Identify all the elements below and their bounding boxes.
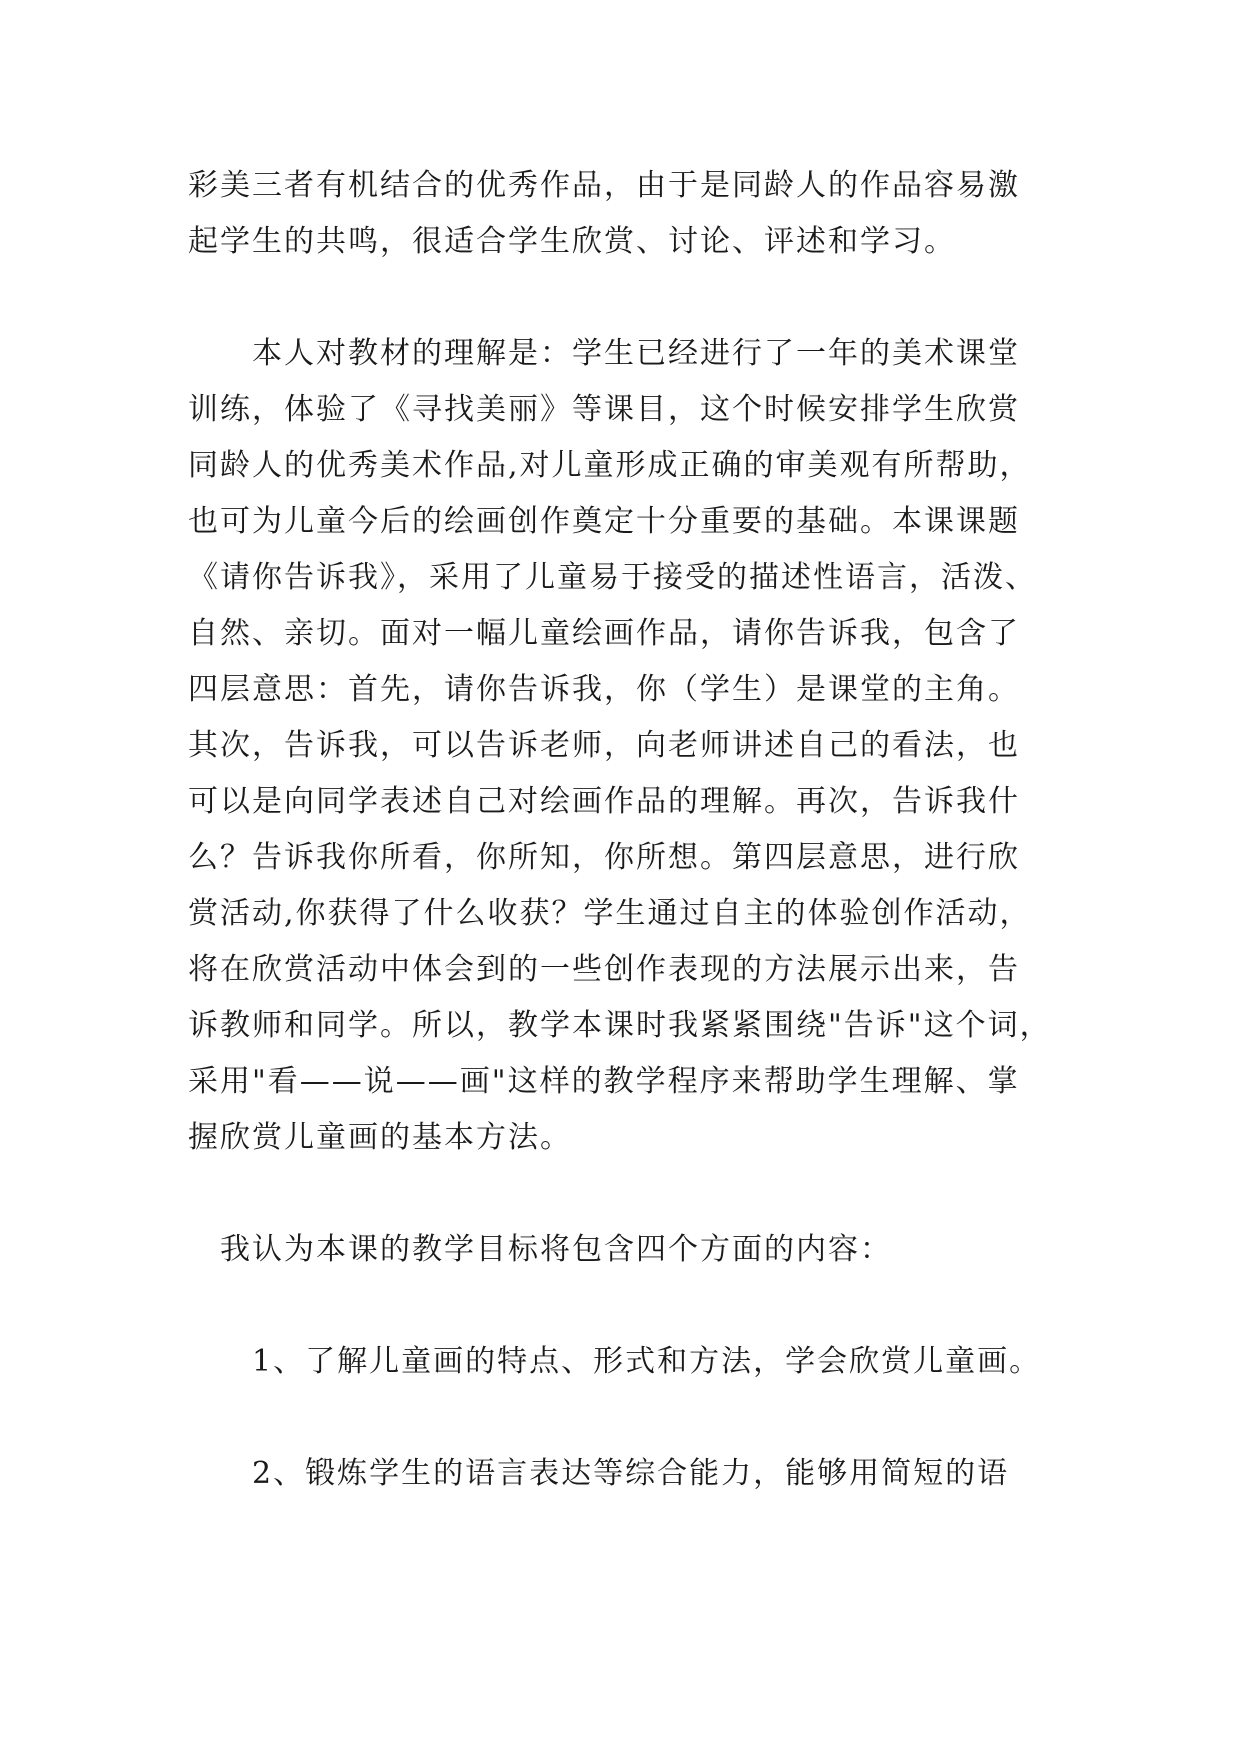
text-line: 我认为本课的教学目标将包含四个方面的内容： xyxy=(188,1232,892,1267)
text-line: 四层意思：首先，请你告诉我，你（学生）是课堂的主角。 xyxy=(188,672,1020,707)
text-line: 么？告诉我你所看，你所知，你所想。第四层意思，进行欣 xyxy=(188,840,1020,875)
text-line: 本人对教材的理解是：学生已经进行了一年的美术课堂 xyxy=(188,336,1020,371)
text-line: 也可为儿童今后的绘画创作奠定十分重要的基础。本课课题 xyxy=(188,504,1020,539)
paragraph-gap xyxy=(188,1166,1068,1222)
document-body xyxy=(188,158,1068,1502)
text-line: 2、锻炼学生的语言表达等综合能力，能够用简短的语 xyxy=(188,1456,1010,1491)
paragraph-gap xyxy=(188,1278,1068,1334)
text-line: 同龄人的优秀美术作品,对儿童形成正确的审美观有所帮助， xyxy=(188,448,1032,483)
text-line: 自然、亲切。面对一幅儿童绘画作品，请你告诉我，包含了 xyxy=(188,616,1020,651)
text-line: 《请你告诉我》，采用了儿童易于接受的描述性语言，活泼、 xyxy=(188,560,1037,595)
text-line: 握欣赏儿童画的基本方法。 xyxy=(188,1120,572,1155)
text-line: 诉教师和同学。所以，教学本课时我紧紧围绕"告诉"这个词， xyxy=(188,1008,1052,1043)
text-line: 训练，体验了《寻找美丽》等课目，这个时候安排学生欣赏 xyxy=(188,392,1020,427)
text-line: 赏活动,你获得了什么收获？学生通过自主的体验创作活动， xyxy=(188,896,1032,931)
paragraph-gap xyxy=(188,270,1068,326)
paragraph-3 xyxy=(188,1222,1068,1278)
paragraph-gap xyxy=(188,1390,1068,1446)
text-line: 采用"看——说——画"这样的教学程序来帮助学生理解、掌 xyxy=(188,1064,1020,1099)
paragraph-2 xyxy=(188,326,1068,1166)
text-line: 彩美三者有机结合的优秀作品，由于是同龄人的作品容易激 xyxy=(188,168,1020,203)
text-line: 可以是向同学表述自己对绘画作品的理解。再次，告诉我什 xyxy=(188,784,1020,819)
paragraph-4 xyxy=(188,1334,1068,1390)
paragraph-1 xyxy=(188,158,1068,270)
text-line: 起学生的共鸣，很适合学生欣赏、讨论、评述和学习。 xyxy=(188,224,956,259)
paragraph-5 xyxy=(188,1446,1068,1502)
text-line: 其次，告诉我，可以告诉老师，向老师讲述自己的看法，也 xyxy=(188,728,1020,763)
text-line: 将在欣赏活动中体会到的一些创作表现的方法展示出来，告 xyxy=(188,952,1020,987)
text-line: 1、了解儿童画的特点、形式和方法，学会欣赏儿童画。 xyxy=(188,1344,1042,1379)
